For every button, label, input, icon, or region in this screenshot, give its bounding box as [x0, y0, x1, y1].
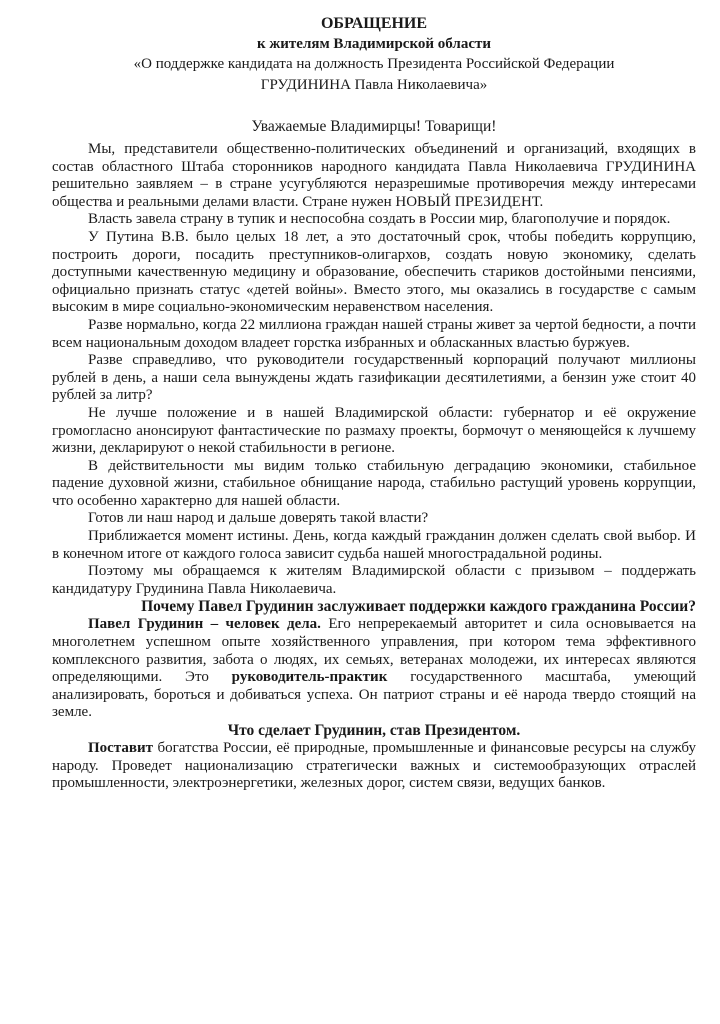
paragraph: Мы, представители общественно-политических объединений и организаций, входящих в состав областного Штаба сторонников народного кандидата Павла Николаевича ГРУДИНИНА решительно заявляем – в стране усугубляются неразрешимые противоречия между интересами общества и реальными делами власти. Стране нужен НОВЫЙ ПРЕЗИДЕНТ. [52, 141, 696, 210]
document-topic-line-1: «О поддержке кандидата на должность Президента Российской Федерации [133, 56, 615, 72]
bold-phrase: Поставит [88, 740, 153, 756]
paragraph-text: государственного масштаба, умеющий анализировать, бороться и добиваться успеха. Он патриот страны и её народа твердо стоящий на земле. [52, 669, 696, 721]
paragraph: Не лучше положение и в нашей Владимирской области: губернатор и её окружение громогласно анонсируют фантастические по размаху проекты, бормочут о меняющейся к лучшему жизни, декларируют о некой стабильности в регионе. [52, 404, 696, 457]
document-title: ОБРАЩЕНИЕ [320, 15, 428, 32]
document-header [52, 14, 696, 96]
paragraph: Приближается момент истины. День, когда каждый гражданин должен сделать свой выбор. И в конечном итоге от каждого голоса зависит судьба нашей многострадальной родины. [52, 528, 696, 562]
paragraph: Поэтому мы обращаемся к жителям Владимирской области с призывом – поддержать кандидатуру Грудинина Павла Николаевича. [52, 563, 696, 597]
section-heading-what: Что сделает Грудинин, став Президентом. [227, 722, 521, 739]
section-heading-why: Почему Павел Грудинин заслуживает поддержки каждого гражданина России? [141, 598, 696, 616]
document-body [52, 141, 696, 793]
paragraph-plan [52, 740, 696, 793]
bold-phrase: руководитель-практик [231, 669, 388, 686]
paragraph: Разве справедливо, что руководители государственный корпораций получают миллионы рублей в день, а наши села вынуждены ждать газификации десятилетиями, а бензин уже стоит 40 рублей за литр? [52, 352, 696, 404]
paragraph: У Путина В.В. было целых 18 лет, а это достаточный срок, чтобы победить коррупцию, построить дороги, посадить преступников-олигархов, создать новую экономику, сделать доступными качественную медицину и образование, обеспечить стариков достойными пенсиями, официально признать статус «детей войны». Вместо этого, мы оказались в государстве с самым высоким в мире социально-экономическим неравенством населения. [52, 228, 696, 316]
paragraph: Разве нормально, когда 22 миллиона граждан нашей страны живет за чертой бедности, а почти всем национальным доходом владеет горстка избранных и обласканных властью буржуев. [52, 316, 696, 351]
paragraph: В действительности мы видим только стабильную деградацию экономики, стабильное падение духовной жизни, стабильное обнищание народа, стабильно растущий уровень коррупции, что особенно характерно для нашей области. [52, 457, 696, 509]
paragraph: Готов ли наш народ и дальше доверять такой власти? [88, 510, 429, 527]
paragraph: Власть завела страну в тупик и неспособна создать в России мир, благополучие и порядок. [88, 211, 671, 228]
greeting: Уважаемые Владимирцы! Товарищи! [251, 118, 497, 135]
document-topic-line-2: ГРУДИНИНА Павла Николаевича» [260, 77, 488, 93]
bold-phrase: Павел Грудинин – человек дела. [88, 616, 321, 633]
paragraph-text: богатства России, её природные, промышленные и финансовые ресурсы на службу народу. Проведет национализацию стратегически важных и системообразующих отраслей промышленности, электроэнергетики, железных дорог, систем связи, ведущих банков. [52, 740, 696, 792]
paragraph-text: Его непререкаемый авторитет и сила основывается на многолетнем успешном опыте хозяйственного управления, при котором тема эффективного комплексного развития, забота о людях, их семьях, ветеранах молодежи, их интересах являются определяющими. Это [52, 616, 696, 686]
paragraph-candidate [52, 616, 696, 722]
document-subtitle: к жителям Владимирской области [257, 36, 491, 52]
